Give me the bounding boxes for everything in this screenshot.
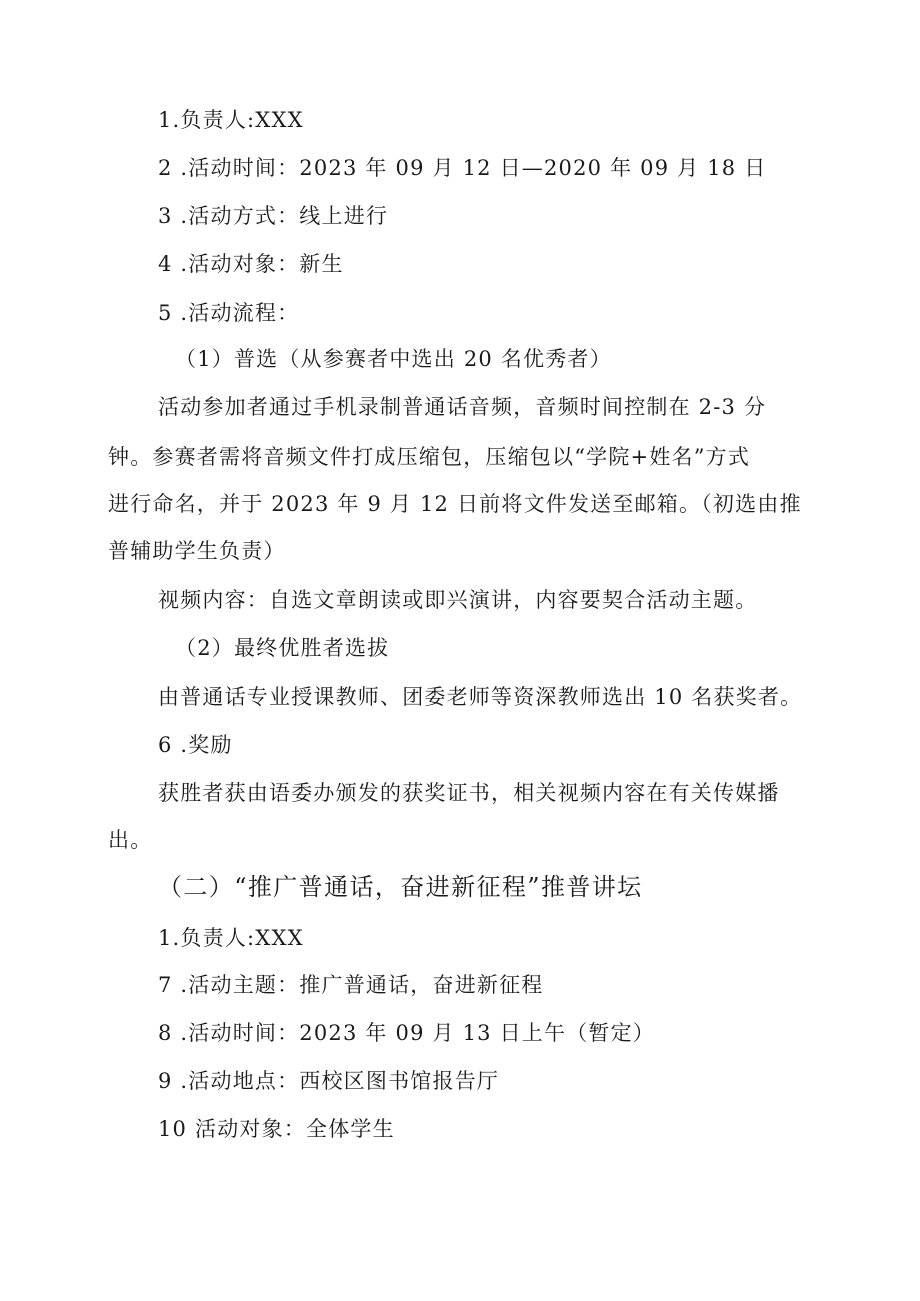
paragraph-line: 获胜者获由语委办颁发的获奖证书，相关视频内容在有关传媒播 — [158, 781, 780, 805]
paragraph-line: 活动参加者通过手机录制普通话音频，音频时间控制在 2-3 分 — [158, 395, 767, 419]
line-activity-location: 9 .活动地点：西校区图书馆报告厅 — [158, 1069, 500, 1093]
line-activity-target: 4 .活动对象：新生 — [158, 252, 344, 276]
paragraph-line: 由普通话专业授课教师、团委老师等资深教师选出 10 名获奖者。 — [158, 685, 803, 709]
line-reward: 6 .奖励 — [158, 733, 233, 757]
line-activity-time: 2 .活动时间：2023 年 09 月 12 日—2020 年 09 月 18 日 — [158, 156, 767, 180]
paragraph-line: 钟。参赛者需将音频文件打成压缩包，压缩包以“学院+姓名”方式 — [108, 445, 751, 469]
line-responsible-person: 1.负责人:XXX — [158, 926, 304, 950]
paragraph-line: 出。 — [108, 828, 153, 852]
line-preliminary-selection: （1）普选（从参赛者中选出 20 名优秀者） — [175, 347, 612, 371]
line-video-content: 视频内容：自选文章朗读或即兴演讲，内容要契合活动主题。 — [158, 588, 758, 612]
line-activity-method: 3 .活动方式：线上进行 — [158, 204, 389, 228]
line-responsible-person: 1.负责人:XXX — [158, 108, 304, 132]
line-activity-process: 5 .活动流程： — [158, 301, 300, 325]
paragraph-line: 普辅助学生负责） — [108, 539, 286, 563]
section-heading: （二）“推广普通话，奋进新征程”推普讲坛 — [158, 873, 643, 901]
paragraph-line: 进行命名，并于 2023 年 9 月 12 日前将文件发送至邮箱。（初选由推 — [108, 492, 802, 516]
line-final-selection: （2）最终优胜者选拔 — [175, 636, 390, 660]
line-activity-time: 8 .活动时间：2023 年 09 月 13 日上午（暂定） — [158, 1021, 655, 1045]
line-activity-target: 10 活动对象：全体学生 — [158, 1117, 395, 1141]
line-activity-theme: 7 .活动主题：推广普通话，奋进新征程 — [158, 973, 544, 997]
